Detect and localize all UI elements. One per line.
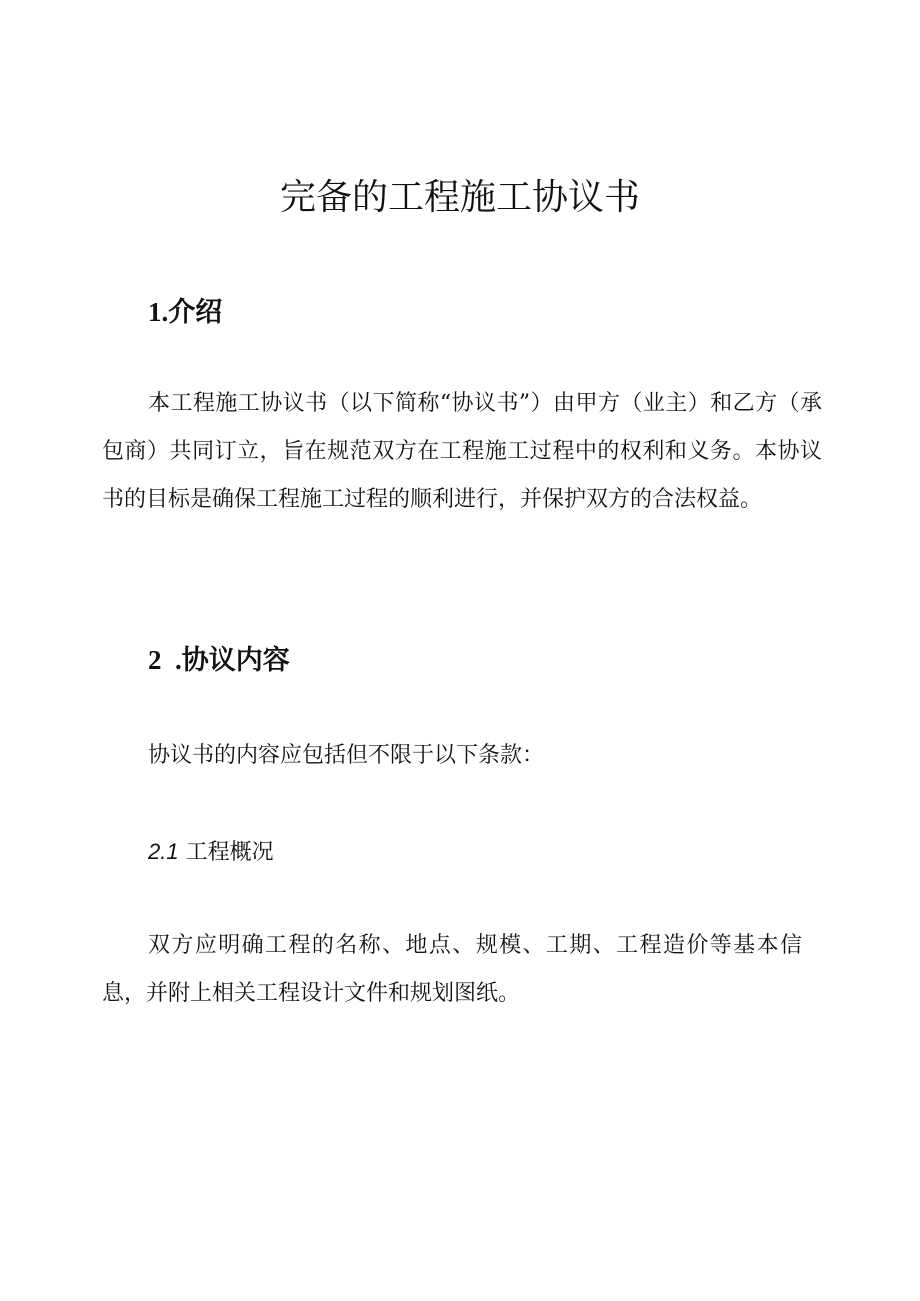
section-heading-intro (148, 294, 222, 331)
subsection-title: 工程概况 (185, 840, 274, 865)
section-number: 1. (148, 297, 169, 327)
document-title: 完备的工程施工协议书 (279, 177, 640, 218)
section-title: 协议内容 (181, 645, 290, 676)
subsection-number: 2.1 (148, 839, 179, 864)
overview-paragraph: 双方应明确工程的名称、地点、规模、工期、工程造价等基本信息，并附上相关工程设计文件和规划图纸。 (102, 933, 802, 1006)
section-title: 介绍 (168, 297, 223, 328)
content-paragraph: 协议书的内容应包括但不限于以下条款： (148, 743, 545, 768)
section-number: 2 . (148, 645, 182, 675)
intro-paragraph: 本工程施工协议书（以下简称“协议书”）由甲方（业主）和乙方（承包商）共同订立，旨在规范双方在工程施工过程中的权利和义务。本协议书的目标是确保工程施工过程的顺利进行，并保护双方的合法权益。 (102, 391, 822, 512)
subsection-heading-overview (148, 837, 274, 868)
section-heading-content (148, 642, 290, 679)
